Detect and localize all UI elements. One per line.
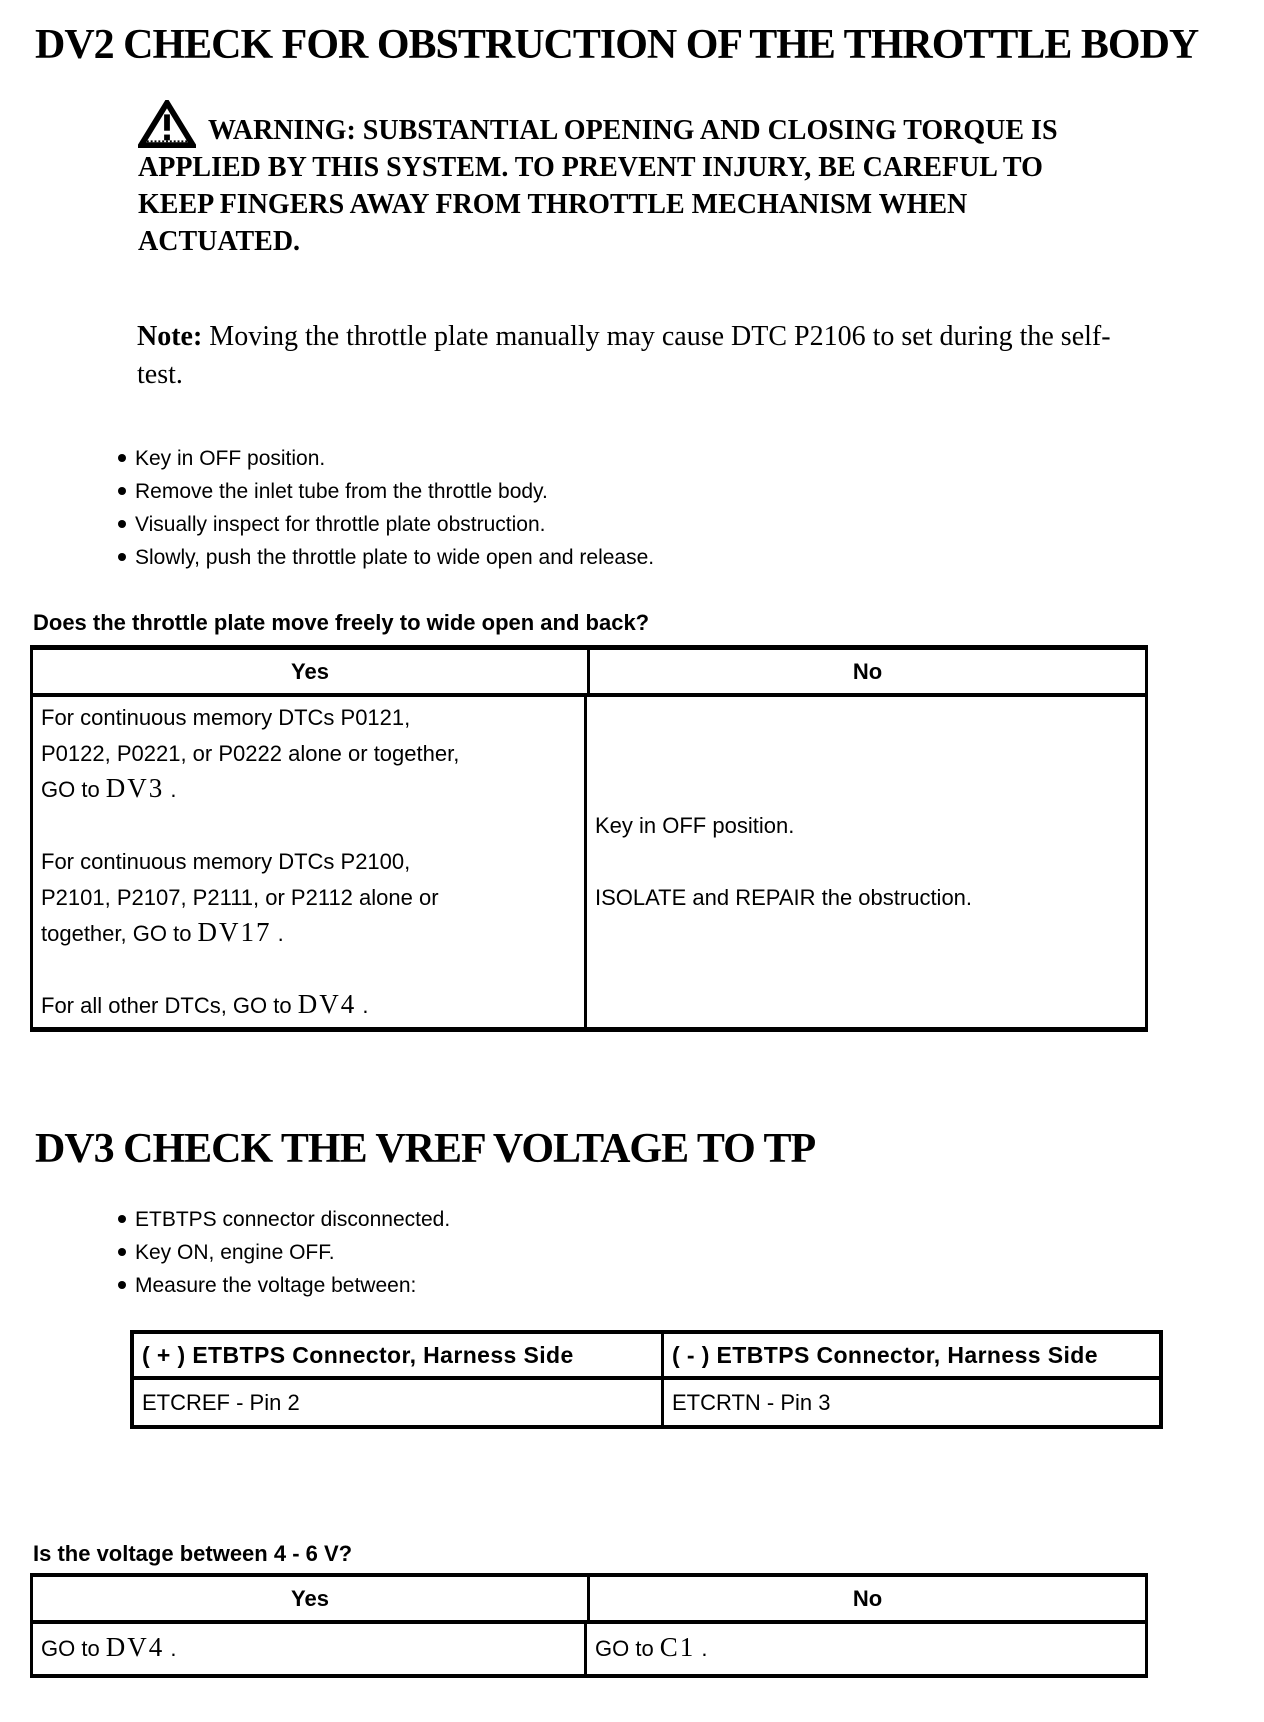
bullet-icon	[118, 454, 126, 462]
cell-text: P2101, P2107, P2111, or P2112 alone or	[41, 885, 439, 910]
dv3-yes-cell	[33, 1624, 587, 1674]
dv2-table-body-row	[33, 697, 1145, 1027]
bullet-icon	[118, 487, 126, 495]
dv3-no-cell	[587, 1624, 1145, 1674]
bullet-icon	[118, 1281, 126, 1289]
bullet-item	[118, 1236, 450, 1269]
dv3-bullet-list	[118, 1203, 450, 1302]
warning-line	[138, 100, 1153, 149]
cell-text: GO to	[41, 777, 106, 802]
table-cell-line	[41, 1631, 177, 1667]
dv2-note	[137, 318, 1145, 394]
bullet-text: ETBTPS connector disconnected.	[135, 1208, 451, 1231]
dv3-decision-table	[30, 1573, 1148, 1678]
cell-text: together, GO to	[41, 921, 198, 946]
cell-text: .	[271, 921, 284, 946]
table-cell-line	[41, 844, 574, 880]
cell-text: Key in OFF position.	[595, 813, 795, 838]
table-cell-line	[595, 880, 1135, 916]
dv3-yes-header: Yes	[33, 1577, 590, 1620]
warning-text-line-1: WARNING: SUBSTANTIAL OPENING AND CLOSING TORQUE IS	[208, 115, 1058, 146]
bullet-icon	[118, 520, 126, 528]
link-dv17[interactable]: DV17	[197, 917, 272, 947]
cell-text: For continuous memory DTCs P2100,	[41, 849, 411, 874]
connector-positive-header: ( + ) ETBTPS Connector, Harness Side	[134, 1334, 664, 1376]
cell-text: .	[164, 777, 177, 802]
link-c1[interactable]: C1	[659, 1632, 696, 1662]
cell-text: .	[356, 993, 369, 1018]
cell-text: .	[164, 1636, 177, 1661]
warning-text-line-2: APPLIED BY THIS SYSTEM. TO PREVENT INJURY, BE CAREFUL TO	[138, 152, 1043, 183]
dv3-table-header-row	[33, 1577, 1145, 1624]
bullet-text: Key in OFF position.	[135, 447, 326, 470]
dv3-table-body-row	[33, 1624, 1145, 1674]
warning-text-line-3: KEEP FINGERS AWAY FROM THROTTLE MECHANISM WHEN	[138, 189, 968, 220]
cell-text: .	[695, 1636, 708, 1661]
dv2-warning	[138, 100, 1153, 260]
bullet-icon	[118, 1215, 126, 1223]
connector-table-body-row	[134, 1380, 1159, 1425]
table-cell-line	[41, 952, 574, 988]
bullet-item	[118, 442, 654, 475]
connector-positive-pin: ETCREF - Pin 2	[134, 1380, 664, 1425]
dv2-table-header-row	[33, 650, 1145, 697]
note-text: Moving the throttle plate manually may cause DTC P2106 to set during the self-test.	[137, 321, 1111, 390]
dv2-section-title: DV2 CHECK FOR OBSTRUCTION OF THE THROTTLE BODY	[35, 22, 1199, 68]
dv3-section-title: DV3 CHECK THE VREF VOLTAGE TO TP	[35, 1126, 816, 1172]
bullet-item	[118, 508, 654, 541]
dv3-no-header: No	[852, 1586, 883, 1611]
table-cell-line	[41, 808, 574, 844]
bullet-text: Remove the inlet tube from the throttle body.	[135, 480, 548, 503]
note-label: Note:	[137, 321, 203, 352]
cell-text: For all other DTCs, GO to	[41, 993, 298, 1018]
connector-table-header-row	[134, 1334, 1159, 1380]
bullet-item	[118, 1269, 450, 1302]
connector-negative-header: ( - ) ETBTPS Connector, Harness Side	[672, 1342, 1098, 1368]
bullet-text: Measure the voltage between:	[135, 1274, 417, 1297]
cell-text: ISOLATE and REPAIR the obstruction.	[595, 885, 973, 910]
cell-text: GO to	[41, 1636, 106, 1661]
link-dv4[interactable]: DV4	[105, 1632, 165, 1662]
cell-text: P0122, P0221, or P0222 alone or together,	[41, 741, 460, 766]
warning-text-line-4: ACTUATED.	[138, 226, 301, 257]
cell-text: GO to	[595, 1636, 660, 1661]
bullet-item	[118, 475, 654, 508]
dv2-yes-header: Yes	[33, 650, 590, 693]
table-cell-line	[41, 880, 574, 916]
connector-negative-pin: ETCRTN - Pin 3	[672, 1389, 831, 1415]
dv2-bullet-list	[118, 442, 654, 574]
table-cell-line	[41, 988, 574, 1024]
warning-triangle-icon	[138, 115, 208, 146]
table-cell-line	[41, 700, 574, 736]
link-dv4[interactable]: DV4	[297, 989, 357, 1019]
dv2-no-header: No	[852, 659, 883, 684]
dv3-question: Is the voltage between 4 - 6 V?	[33, 1541, 353, 1566]
bullet-icon	[118, 553, 126, 561]
table-cell-line	[41, 916, 574, 952]
bullet-item	[118, 1203, 450, 1236]
table-cell-line	[41, 736, 574, 772]
dv2-question: Does the throttle plate move freely to wide open and back?	[33, 610, 650, 635]
cell-text: For continuous memory DTCs P0121,	[41, 705, 411, 730]
table-cell-line	[595, 844, 1135, 880]
bullet-icon	[118, 1248, 126, 1256]
etbtps-connector-table	[130, 1330, 1163, 1429]
bullet-text: Key ON, engine OFF.	[135, 1241, 335, 1264]
dv2-yes-cell	[33, 697, 587, 1027]
dv2-decision-table	[30, 645, 1148, 1032]
link-dv3[interactable]: DV3	[105, 773, 165, 803]
bullet-text: Slowly, push the throttle plate to wide open and release.	[135, 546, 655, 569]
bullet-text: Visually inspect for throttle plate obstruction.	[135, 513, 546, 536]
table-cell-line	[595, 808, 1135, 844]
dv2-no-cell	[587, 697, 1145, 1027]
bullet-item	[118, 541, 654, 574]
table-cell-line	[41, 772, 574, 808]
table-cell-line	[595, 1631, 708, 1667]
